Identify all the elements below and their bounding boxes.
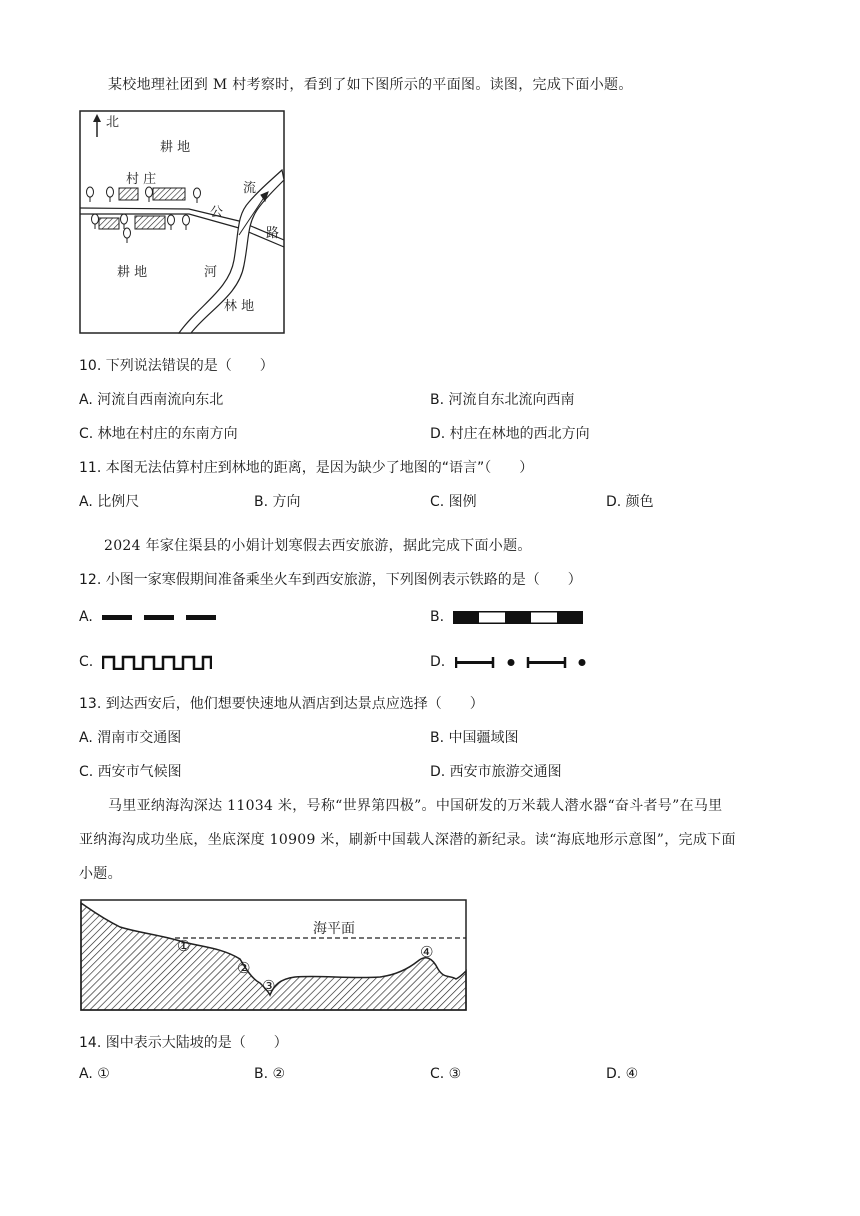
legend-square-wave-line-icon (102, 655, 212, 670)
river-label-2: 河 (204, 265, 218, 280)
road-label-2: 路 (266, 226, 280, 241)
q11-option-c[interactable]: C. 图例 (430, 494, 477, 510)
q14-stem: 14. 图中表示大陆坡的是（ ） (79, 1035, 288, 1051)
q14-option-b[interactable]: B. ② (254, 1066, 286, 1082)
q12-option-c[interactable]: C. (79, 654, 94, 670)
legend-railway-line-icon (453, 611, 583, 624)
q13-option-a[interactable]: A. 渭南市交通图 (79, 730, 182, 746)
q13-option-d[interactable]: D. 西安市旅游交通图 (430, 764, 562, 780)
q10-stem: 10. 下列说法错误的是（ ） (79, 358, 274, 374)
marker-2: ② (237, 959, 251, 977)
q13-option-c[interactable]: C. 西安市气候图 (79, 764, 182, 780)
forest-label: 林 地 (224, 299, 255, 314)
intro-passage-1: 某校地理社团到 M 村考察时，看到了如下图所示的平面图。读图，完成下面小题。 (108, 77, 633, 93)
q10-option-d[interactable]: D. 村庄在林地的西北方向 (430, 426, 590, 442)
marker-1: ① (177, 937, 191, 955)
road-label-1: 公 (210, 205, 224, 220)
seafloor-profile-figure (80, 899, 467, 1011)
intro-passage-3-line-1: 马里亚纳海沟深达 11034 米，号称“世界第四极”。中国研发的万米载人潜水器“奋斗者号”在马里 (108, 798, 723, 814)
legend-dashed-line-icon (102, 612, 216, 624)
q11-option-d[interactable]: D. 颜色 (606, 494, 654, 510)
house (119, 188, 138, 200)
village-label: 村 庄 (126, 172, 157, 187)
q14-option-a[interactable]: A. ① (79, 1066, 110, 1082)
farmland-top-label: 耕 地 (160, 140, 191, 155)
house (99, 218, 119, 229)
q10-option-b[interactable]: B. 河流自东北流向西南 (430, 392, 575, 408)
q11-stem: 11. 本图无法估算村庄到林地的距离，是因为缺少了地图的“语言”（ ） (79, 460, 534, 476)
q11-option-a[interactable]: A. 比例尺 (79, 494, 140, 510)
farmland-bottom-label: 耕 地 (117, 265, 148, 280)
village-map-figure (79, 110, 285, 334)
q12-option-b[interactable]: B. (430, 609, 445, 625)
q10-option-c[interactable]: C. 林地在村庄的东南方向 (79, 426, 238, 442)
q13-option-b[interactable]: B. 中国疆域图 (430, 730, 519, 746)
intro-passage-3-line-3: 小题。 (79, 866, 122, 882)
q14-option-c[interactable]: C. ③ (430, 1066, 462, 1082)
q11-option-b[interactable]: B. 方向 (254, 494, 301, 510)
marker-3: ③ (262, 977, 276, 995)
q10-option-a[interactable]: A. 河流自西南流向东北 (79, 392, 224, 408)
north-label: 北 (106, 115, 120, 130)
sea-level-label: 海平面 (313, 921, 355, 937)
legend-boundary-line-icon (455, 655, 587, 670)
river-label-1: 流 (243, 181, 257, 196)
marker-4: ④ (420, 943, 434, 961)
q14-option-d[interactable]: D. ④ (606, 1066, 639, 1082)
q12-stem: 12. 小图一家寒假期间准备乘坐火车到西安旅游，下列图例表示铁路的是（ ） (79, 572, 582, 588)
house (135, 216, 165, 229)
intro-passage-2: 2024 年家住渠县的小娟计划寒假去西安旅游，据此完成下面小题。 (104, 538, 532, 554)
intro-passage-3-line-2: 亚纳海沟成功坐底，坐底深度 10909 米，刷新中国载人深潜的新纪录。读“海底地形示意图”，完成下面 (79, 832, 736, 848)
q12-option-d[interactable]: D. (430, 654, 446, 670)
house (153, 188, 185, 200)
q13-stem: 13. 到达西安后，他们想要快速地从酒店到达景点应选择（ ） (79, 696, 484, 712)
q12-option-a[interactable]: A. (79, 609, 93, 625)
